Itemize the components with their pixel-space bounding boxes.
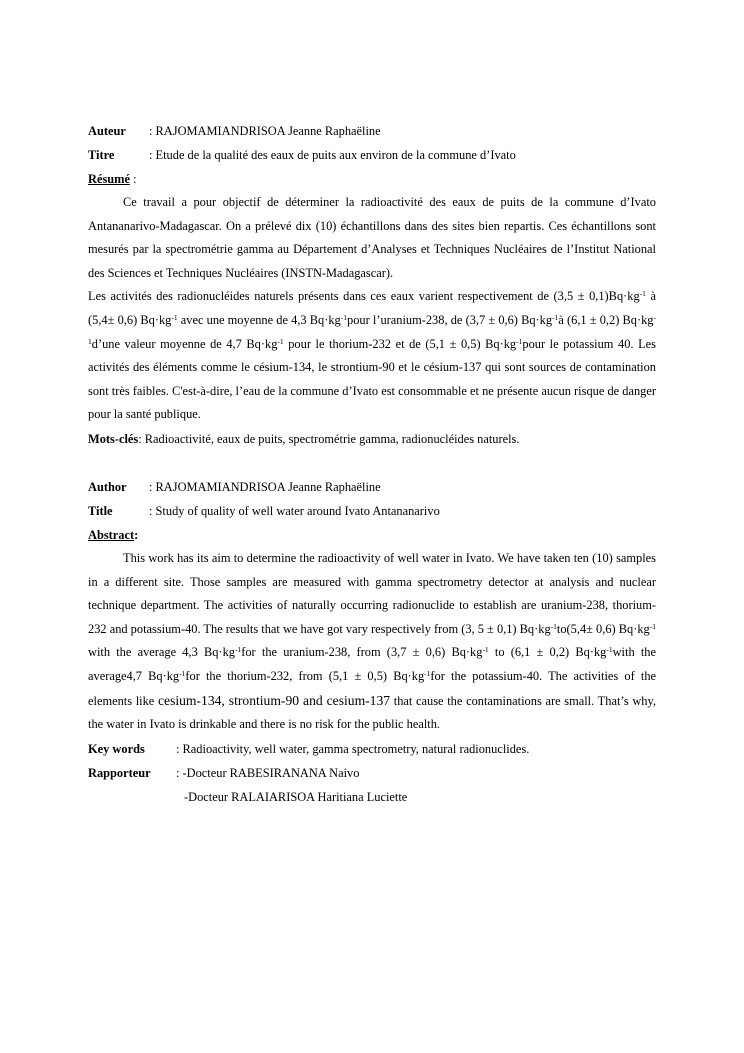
en-title-value: : Study of quality of well water around Ivato Antananarivo	[149, 503, 440, 518]
unit-exponent: -1	[277, 336, 284, 346]
fr-author-value: : RAJOMAMIANDRISOA Jeanne Raphaëline	[149, 124, 381, 138]
abstract-page	[88, 119, 656, 809]
fr-title-label: Titre	[88, 148, 115, 162]
unit-exponent: -1	[88, 312, 656, 346]
en-supervisor-row	[88, 761, 656, 785]
en-text: that cause the contaminations are small. That’s why, the water in Ivato is drinkable and there is no risk for the public health.	[88, 693, 656, 732]
en-supervisor-2: -Docteur RALAIARISOA Haritiana Luciette	[184, 789, 408, 804]
en-supervisor-1: : -Docteur RABESIRANANA Naivo	[176, 765, 360, 780]
unit-exponent: -1	[340, 312, 347, 322]
en-text: for the thorium-232, from (5,1 ± 0,5) Bq·kg	[185, 668, 425, 683]
en-text: to (6,1 ± 0,2) Bq·kg	[488, 645, 607, 660]
en-elements-text: cesium-134, strontium-90 and cesium-137	[158, 692, 391, 708]
fr-keywords-value: : Radioactivité, eaux de puits, spectrométrie gamma, radionucléides naturels.	[138, 431, 520, 446]
fr-abstract-heading	[88, 167, 656, 191]
en-text: This work has its aim to determine the radioactivity of well water in Ivato. We have taken ten (10) samples in a different site. Those samples are measured with gamma spectrometry detector at analysis and nuclear technique department. The activities of naturally occurring radionuclide to establish are uranium-238, thorium-232 and potassium-40. The results that we have got vary respectively from (3, 5 ± 0,1) Bq·kg	[88, 550, 656, 636]
fr-text: pour le potassium 40. Les activités des éléments comme le césium-134, le strontium-90 et le césium-137 qui sont sources de contamination sont très faibles. C'est-à-dire, l’eau de la commune d’Ivato est consommable et ne présente aucun risque de danger pour la santé publique.	[88, 336, 656, 422]
en-abstract-label: Abstract	[88, 527, 135, 542]
unit-exponent: -1	[179, 668, 186, 678]
unit-exponent: -1	[171, 312, 178, 322]
fr-text: pour l’uranium-238, de (3,7 ± 0,6) Bq·kg	[347, 312, 553, 327]
unit-exponent: -1	[516, 336, 523, 346]
en-author-value: : RAJOMAMIANDRISOA Jeanne Raphaëline	[149, 479, 381, 494]
fr-author-label: Auteur	[88, 124, 126, 138]
unit-exponent: -1	[649, 621, 656, 631]
en-author-label: Author	[88, 479, 127, 494]
en-keywords-row	[88, 737, 656, 761]
unit-exponent: -1	[424, 668, 431, 678]
en-text: to(5,4± 0,6) Bq·kg	[556, 621, 650, 636]
fr-text: avec une moyenne de 4,3 Bq·kg	[177, 312, 341, 327]
unit-exponent: -1	[234, 645, 242, 655]
fr-title-row	[88, 143, 656, 167]
unit-exponent: -1	[482, 645, 489, 655]
en-keywords-label: Key words	[88, 741, 145, 756]
unit-exponent: -1	[639, 289, 646, 299]
fr-abstract-paragraph-1: Ce travail a pour objectif de déterminer la radioactivité des eaux de puits de la commune d’Ivato Antananarivo-Madagascar. On a prélevé dix (10) échantillons dans des sites bien repartis. Ces échantillons sont mesurés par la spectrométrie gamma au Département d’Analyses et Techniques Nucléaires de l’Institut National des Sciences et Techniques Nucléaires (INSTN-Madagascar).	[88, 195, 656, 280]
en-abstract-heading	[88, 523, 656, 547]
fr-keywords-label: Mots-clés	[88, 431, 139, 446]
unit-exponent: -1	[552, 312, 559, 322]
fr-text: pour le thorium-232 et de (5,1 ± 0,5) Bq·kg	[283, 336, 517, 351]
fr-abstract-label: Résumé	[88, 172, 130, 186]
en-abstract-paragraph	[88, 547, 656, 737]
en-title-row	[88, 499, 656, 523]
en-author-row	[88, 475, 656, 499]
unit-exponent: -1	[550, 621, 557, 631]
fr-title-value: : Etude de la qualité des eaux de puits aux environ de la commune d’Ivato	[149, 148, 516, 162]
en-title-label: Title	[88, 503, 113, 518]
en-text: with the average 4,3 Bq·kg	[88, 645, 235, 660]
en-abstract-colon: :	[134, 527, 139, 542]
fr-text: d’une valeur moyenne de 4,7 Bq·kg	[91, 336, 278, 351]
fr-keywords-row	[88, 427, 656, 451]
fr-text: à (6,1 ± 0,2) Bq·kg	[558, 312, 654, 327]
fr-text: à (5,4± 0,6) Bq·kg	[88, 289, 656, 327]
en-text: with the average4,7 Bq·kg	[88, 645, 656, 683]
en-keywords-value: : Radioactivity, well water, gamma spectrometry, natural radionuclides.	[176, 741, 530, 756]
en-text: for the potassium-40. The activities of the elements like	[88, 668, 657, 708]
section-spacer	[88, 451, 656, 475]
fr-author-row	[88, 119, 656, 143]
en-text: for the uranium-238, from (3,7 ± 0,6) Bq·kg	[241, 645, 483, 660]
fr-text: Les activités des radionucléides naturels présents dans ces eaux varient respectivement de (3,5 ± 0,1)Bq·kg	[88, 289, 640, 304]
fr-abstract-paragraph-2	[88, 285, 656, 427]
unit-exponent: -1	[606, 645, 613, 655]
fr-abstract-colon: :	[129, 172, 137, 186]
en-supervisor-label: Rapporteur	[88, 765, 151, 780]
